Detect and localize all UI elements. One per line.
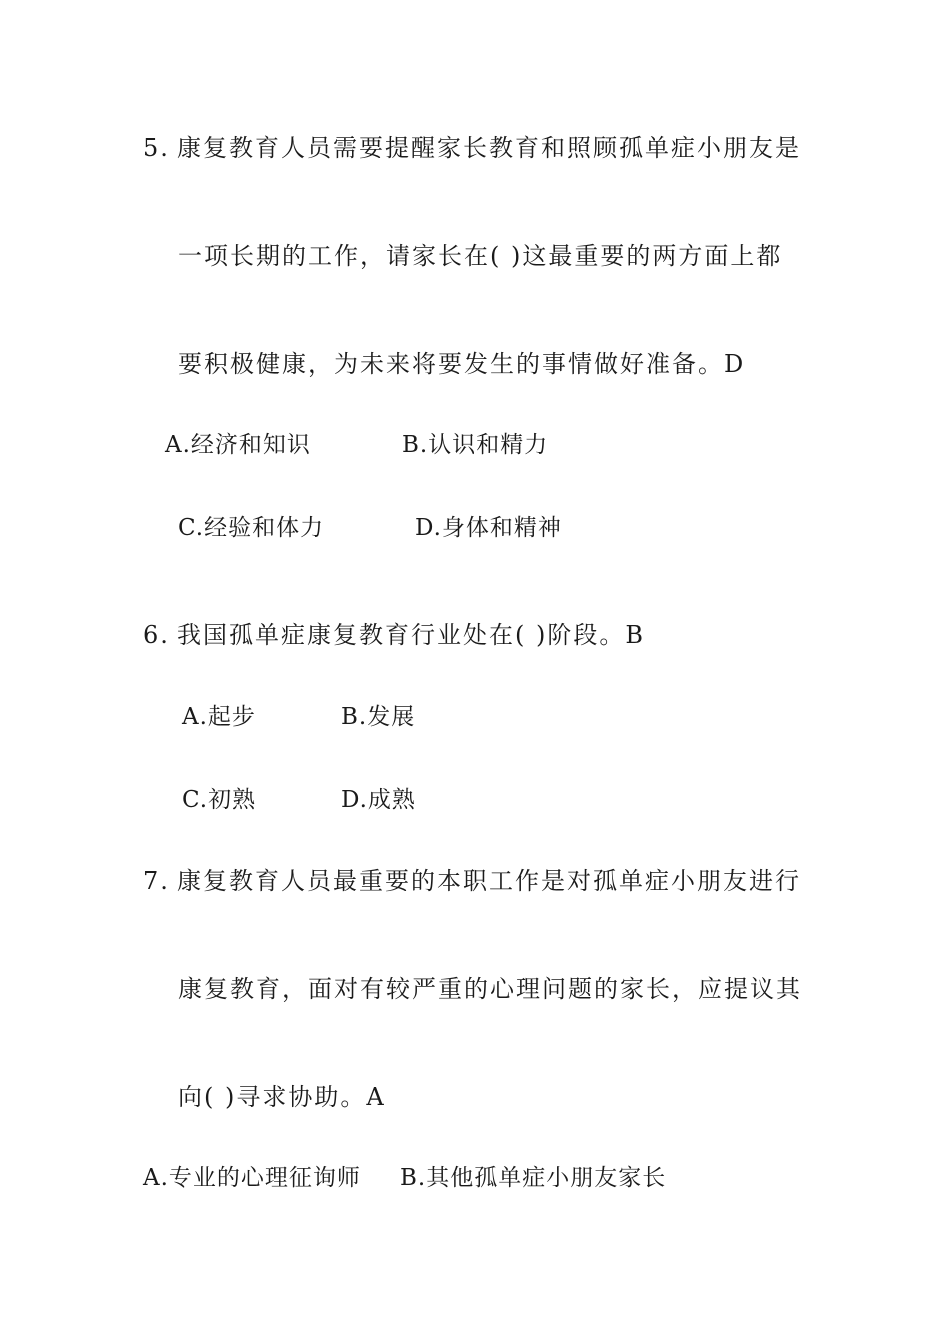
- question-6-option-d: D.成熟: [341, 787, 416, 813]
- question-text: 康复教育人员最重要的本职工作是对孤单症小朋友进行: [177, 867, 801, 895]
- question-5-line-3: 要积极健康，为未来将要发生的事情做好准备。D: [178, 350, 746, 378]
- question-text: 我国孤单症康复教育行业处在( )阶段。B: [177, 621, 645, 649]
- question-7-option-a: A.专业的心理征询师: [143, 1165, 361, 1191]
- question-6-option-a: A.起步: [182, 704, 256, 730]
- question-7-line-3: 向( )寻求协助。A: [178, 1083, 386, 1111]
- question-7-line-2: 康复教育，面对有较严重的心理问题的家长，应提议其: [178, 975, 802, 1003]
- question-text: 康复教育人员需要提醒家长教育和照顾孤单症小朋友是: [177, 134, 801, 162]
- question-number: 5.: [143, 134, 170, 162]
- question-7-option-b: B.其他孤单症小朋友家长: [400, 1165, 667, 1191]
- question-6-option-b: B.发展: [341, 704, 416, 730]
- question-number: 7.: [143, 867, 170, 895]
- question-6-option-c: C.初熟: [182, 787, 257, 813]
- question-5-option-b: B.认识和精力: [402, 432, 549, 458]
- question-6-line-1: [143, 620, 645, 650]
- question-5-option-d: D.身体和精神: [415, 515, 562, 541]
- question-7-line-1: [143, 866, 801, 896]
- question-5-option-a: A.经济和知识: [165, 432, 311, 458]
- question-5-line-2: 一项长期的工作，请家长在( )这最重要的两方面上都: [178, 242, 783, 270]
- question-5-line-1: [143, 133, 801, 163]
- question-number: 6.: [143, 621, 170, 649]
- question-5-option-c: C.经验和体力: [178, 515, 325, 541]
